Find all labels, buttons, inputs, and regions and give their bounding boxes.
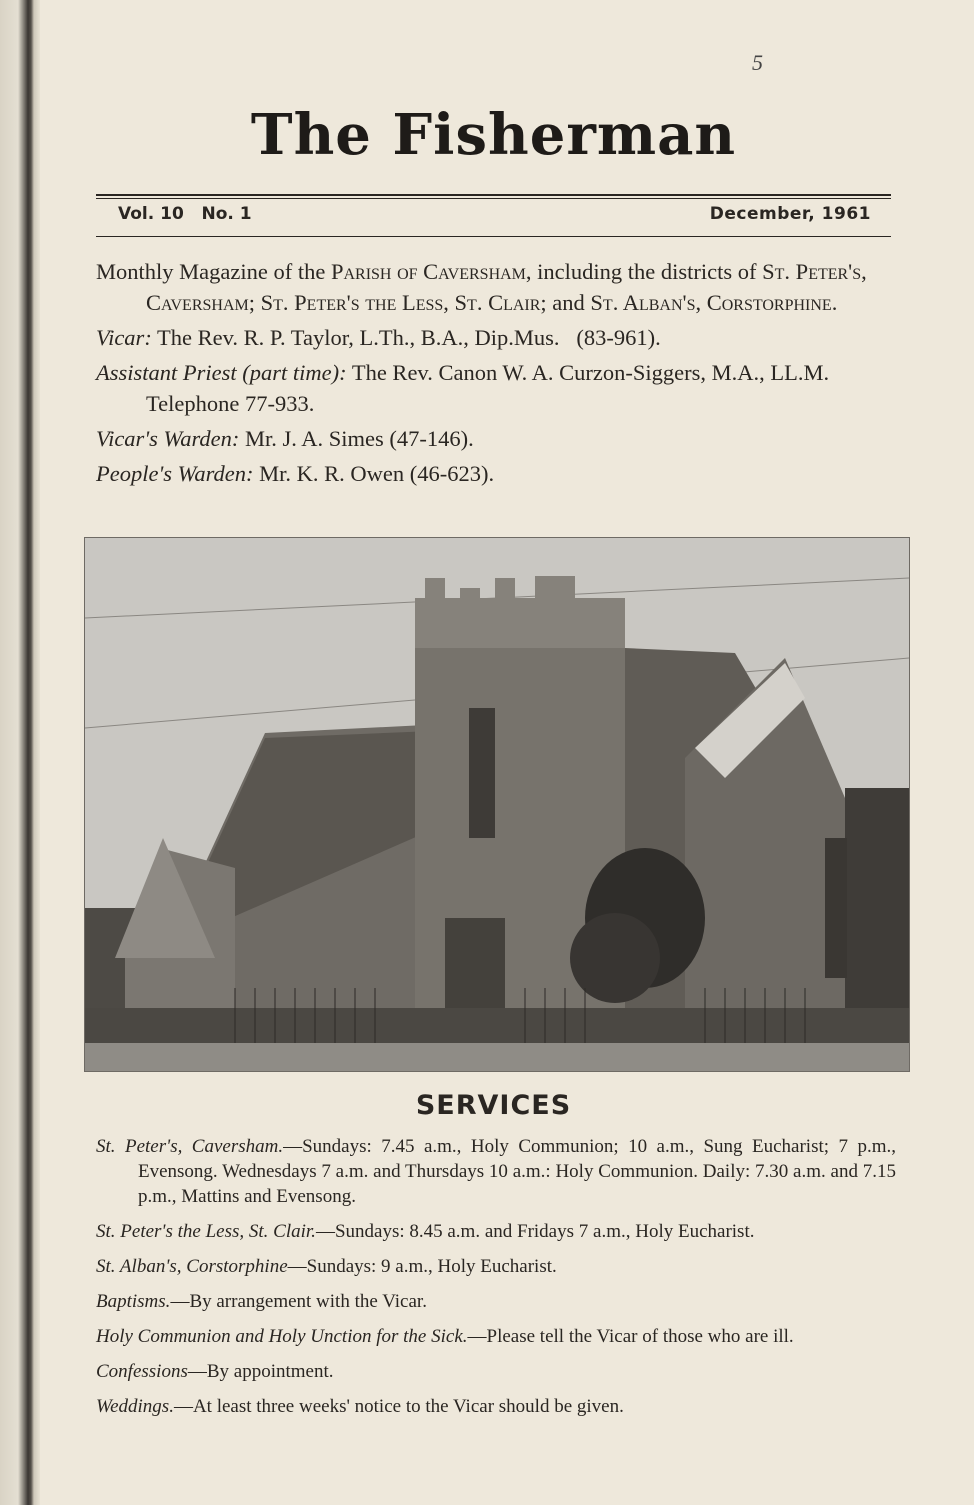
service-item xyxy=(96,1359,896,1384)
service-item xyxy=(96,1254,896,1279)
masthead-rule-top xyxy=(96,194,891,196)
parish-name: Parish of Caversham xyxy=(330,259,526,284)
service-item xyxy=(96,1394,896,1419)
church-photograph xyxy=(84,537,910,1072)
church-illustration xyxy=(85,538,909,1071)
issue-date: December, 1961 xyxy=(709,204,871,224)
magazine-description xyxy=(96,256,896,318)
service-label: St. Peter's, Caversham. xyxy=(96,1136,284,1157)
staff-label: People's Warden: xyxy=(96,461,254,486)
service-label: Weddings. xyxy=(96,1396,174,1417)
service-label: St. Alban's, Corstorphine xyxy=(96,1256,288,1277)
intro-prefix: Monthly Magazine of the xyxy=(96,259,331,284)
services-list xyxy=(96,1134,896,1429)
service-text: —At least three weeks' notice to the Vicar should be given. xyxy=(173,1396,624,1417)
service-label: St. Peter's the Less, St. Clair. xyxy=(96,1221,316,1242)
service-text: —Sundays: 8.45 a.m. and Fridays 7 a.m., Holy Eucharist. xyxy=(315,1221,755,1242)
staff-text: The Rev. Canon W. A. Curzon-Siggers, M.A., LL.M. Telephone 77-933. xyxy=(146,360,846,416)
masthead-info xyxy=(96,256,896,493)
page-number: 5 xyxy=(752,50,763,75)
intro-end: . xyxy=(831,290,838,315)
masthead-rule-bottom xyxy=(96,236,891,237)
intro-sep1: ; xyxy=(248,290,261,315)
service-label: Holy Communion and Holy Unction for the Sick. xyxy=(96,1326,468,1347)
staff-text: Mr. K. R. Owen (46-623). xyxy=(253,461,495,486)
staff-vicar xyxy=(96,322,896,353)
district-st-peters: St. Peter's, Caversham xyxy=(146,259,867,315)
staff-label: Vicar: xyxy=(96,325,152,350)
masthead-rule-top-thin xyxy=(96,198,891,199)
service-text: —By appointment. xyxy=(187,1361,334,1382)
services-heading: SERVICES xyxy=(415,1090,572,1121)
staff-label: Assistant Priest (part time): xyxy=(96,360,347,385)
staff-peoples-warden xyxy=(96,458,896,489)
service-label: Confessions xyxy=(96,1361,188,1382)
service-item xyxy=(96,1134,896,1209)
service-text: —Sundays: 9 a.m., Holy Eucharist. xyxy=(287,1256,557,1277)
service-text: —By arrangement with the Vicar. xyxy=(170,1291,427,1312)
intro-mid: , including the districts of xyxy=(525,259,763,284)
district-st-peters-less: St. Peter's the Less, St. Clair xyxy=(260,290,541,315)
service-label: Baptisms. xyxy=(96,1291,171,1312)
masthead-title: The Fisherman xyxy=(250,102,737,168)
staff-vicars-warden xyxy=(96,423,896,454)
service-text: —Sundays: 7.45 a.m., Holy Communion; 10 a.m., Sung Eucharist; 7 p.m., Evensong. Wednesdays 7 a.m. and Thursdays 10 a.m.: Holy Communion. Daily: 7.30 a.m. and 7.15 p.m., Mattins and Evensong. xyxy=(138,1136,896,1207)
district-st-albans: St. Alban's, Corstorphine xyxy=(590,290,832,315)
issue-line xyxy=(96,204,891,230)
service-item xyxy=(96,1219,896,1244)
staff-text: Mr. J. A. Simes (47-146). xyxy=(239,426,474,451)
staff-label: Vicar's Warden: xyxy=(96,426,240,451)
binding-spine xyxy=(0,0,40,1505)
volume-number: Vol. 10 No. 1 xyxy=(118,204,252,224)
staff-assistant-priest xyxy=(96,357,896,419)
service-text: —Please tell the Vicar of those who are ill. xyxy=(467,1326,794,1347)
service-item xyxy=(96,1289,896,1314)
staff-text: The Rev. R. P. Taylor, L.Th., B.A., Dip.Mus. (83-961). xyxy=(151,325,661,350)
service-item xyxy=(96,1324,896,1349)
intro-sep2: ; and xyxy=(540,290,591,315)
